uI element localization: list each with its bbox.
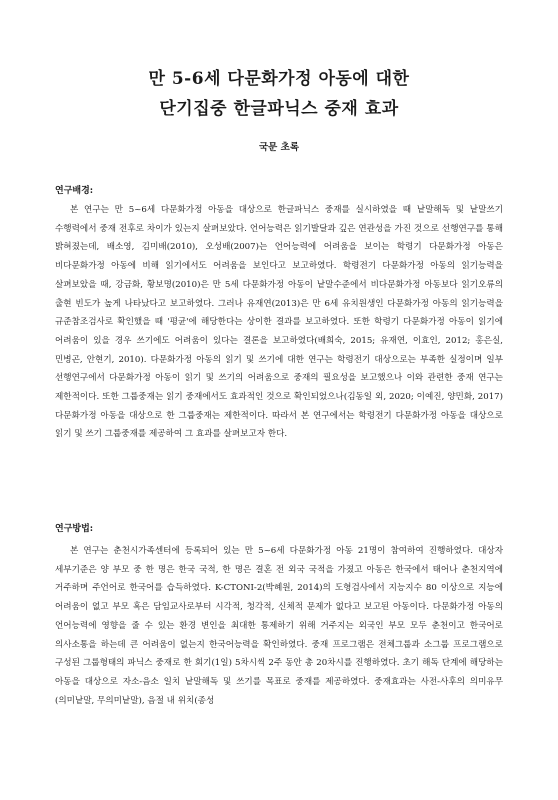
paper-title-line-1: 만 5-6세 다문화가정 아동에 대한: [148, 69, 410, 89]
section-heading-methods: 연구방법:: [55, 524, 94, 534]
section-heading-background: 연구배경:: [55, 186, 94, 196]
section-body-background: 본 연구는 만 5~6세 다문화가정 아동을 대상으로 한글파닉스 중재를 실시하였을 때 낱말해독 및 낱말쓰기 수행력에서 중재 전후로 차이가 있는지 살펴보았다. 언어능력은 읽기발달과 깊은 연관성을 가진 것으로 선행연구를 통해 밝혀졌는데, 배소영, 김미배(2010), 오성배(2007)는 언어능력에 어려움을 보이는 학령기 다문화가정 아동은 비다문화가정 아동에 비해 읽기에서도 어려움을 보인다고 보고하였다. 학령전기 다문화가정 아동의 읽기능력을 살펴보았을 때, 강금화, 황보명(2010)은 만 5세 다문화가정 아동이 낱말수준에서 비다문화가정 아동보다 읽기오류의 출현 빈도가 높게 나타났다고 보고하였다. 그러나 유재연(2013)은 만 6세 유치원생인 다문화가정 아동의 읽기능력을 규준참조검사로 확인했을 때 '평균'에 해당한다는 상이한 결과를 보고하였다. 또한 학령기 다문화가정 아동이 읽기에 어려움이 있을 경우 쓰기에도 어려움이 있다는 결론을 보고하였다(배희숙, 2015; 유재연, 이효인, 2012; 홍은실, 민병곤, 안현기, 2010). 다문화가정 아동의 읽기 및 쓰기에 대한 연구는 학령전기 대상으로는 부족한 실정이며 일부 선행연구에서 다문화가정 아동이 읽기 및 쓰기의 어려움으로 중재의 필요성을 보고했으나 이와 관련한 중재 연구는 제한적이다. 또한 그룹중재는 읽기 중재에서도 효과적인 것으로 확인되었으나(김동일 외, 2020; 이예진, 양민화, 2017) 다문화가정 아동을 대상으로 한 그룹중재는 제한적이다. 따라서 본 연구에서는 학령전기 다문화가정 아동을 대상으로 읽기 및 쓰기 그룹중재를 제공하여 그 효과를 살펴보고자 한다.: [55, 205, 503, 440]
paper-title-line-2: 단기집중 한글파닉스 중재 효과: [159, 99, 399, 119]
section-body-methods: 본 연구는 춘천시가족센터에 등록되어 있는 만 5~6세 다문화가정 아동 21명이 참여하여 진행하였다. 대상자 세부기준은 양 부모 중 한 명은 한국 국적, 한 명은 결혼 전 외국 국적을 가졌고 아동은 한국에서 태어나 춘천지역에 거주하며 주언어로 한국어를 습득하였다. K-CTONI-2(박혜원, 2014)의 도형검사에서 지능지수 80 이상으로 지능에 어려움이 없고 부모 혹은 담임교사로부터 시각적, 청각적, 신체적 문제가 없다고 보고된 아동이다. 다문화가정 아동의 언어능력에 영향을 줄 수 있는 환경 변인을 최대한 통제하기 위해 거주지는 외국인 부모 모두 춘천이고 한국어로 의사소통을 하는데 큰 어려움이 없는지 한국어능력을 확인하였다. 중재 프로그램은 전체그룹과 소그룹 프로그램으로 구성된 그룹형태의 파닉스 중재로 한 회기(1일) 5차시씩 2주 동안 총 20차시를 진행하였다. 초기 해독 단계에 해당하는 아동을 대상으로 자소-음소 일치 낱말해독 및 쓰기를 목표로 중재를 제공하였다. 중재효과는 사전-사후의 의미유무(의미낱말, 무의미낱말), 음절 내 위치(종성: [55, 546, 503, 706]
abstract-subtitle: 국문 초록: [258, 142, 299, 153]
